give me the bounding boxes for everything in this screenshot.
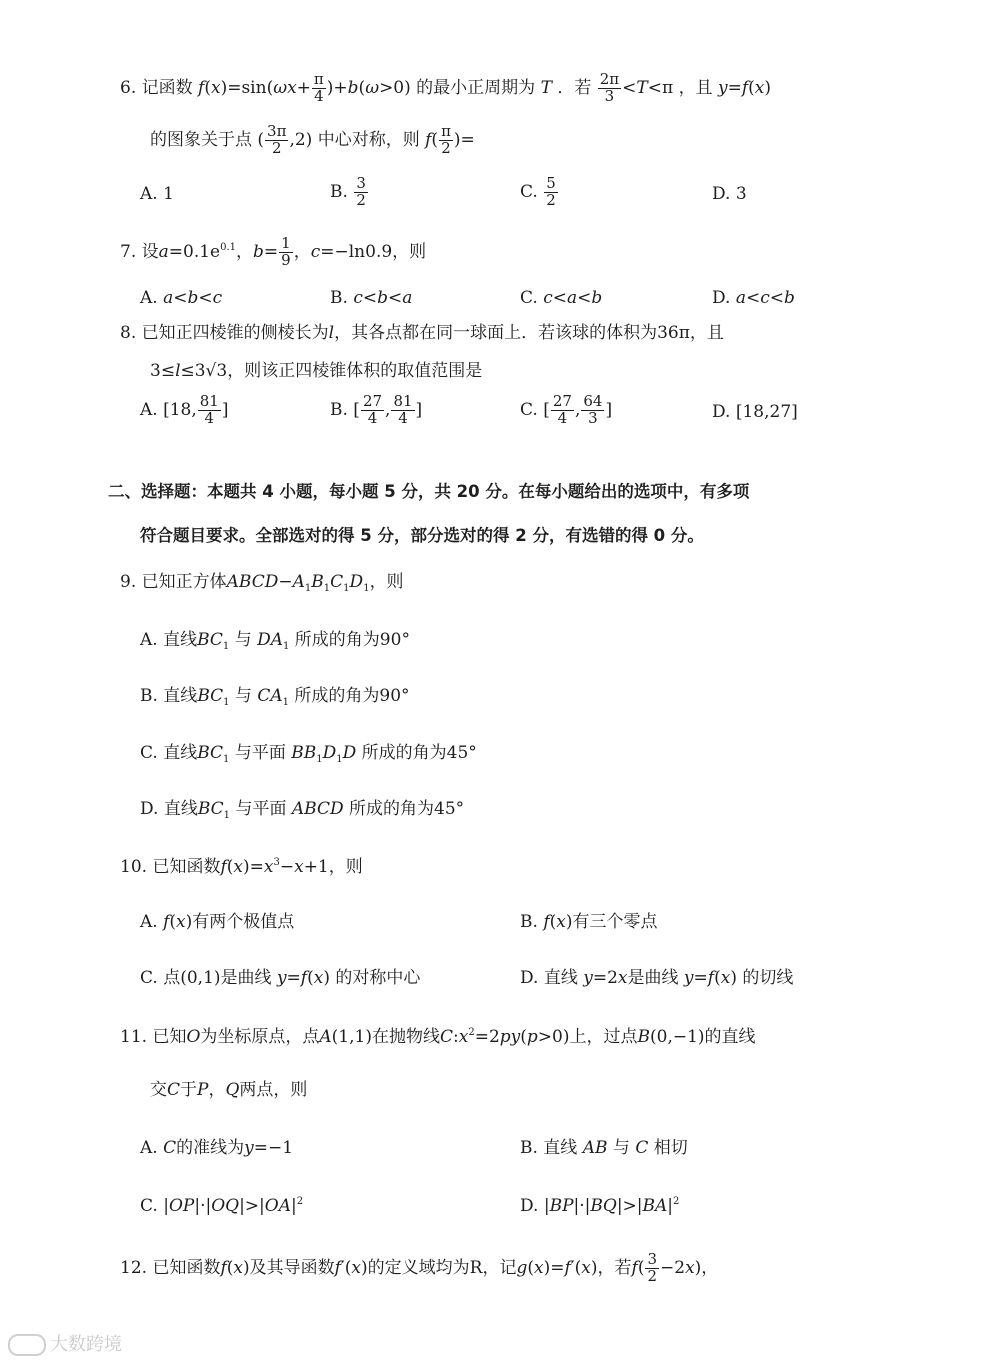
q8-line1: 8. 已知正四棱锥的侧棱长为l，其各点都在同一球面上．若该球的体积为36π，且 bbox=[120, 323, 724, 343]
q10-option-d[interactable]: D. 直线 y=2x是曲线 y=f(x) 的切线 bbox=[520, 968, 794, 988]
q6-option-a[interactable]: A. 1 bbox=[140, 184, 174, 204]
q11-option-c[interactable]: C. $|OP|\cdot|OQ|>|OA|^2$ bbox=[140, 1196, 304, 1216]
q11-line2: 交C于P，Q两点，则 bbox=[150, 1080, 308, 1100]
q10-option-a[interactable]: A. f(x)有两个极值点 bbox=[140, 912, 295, 932]
q11-line1: 11. 已知O为坐标原点，点A(1,1)在抛物线$C:x^2=2py(p>0)$上，过点B(0,−1)的直线 bbox=[120, 1027, 756, 1047]
q9-number: 9. bbox=[120, 572, 137, 592]
q11-option-b[interactable]: B. 直线 AB 与 C 相切 bbox=[520, 1138, 688, 1158]
q7-stem: 7. 设$a=0.1e^{0.1}$，b= $\frac{1}{9}$ ，c=−ln0.9，则 bbox=[120, 234, 427, 269]
q8-option-a[interactable]: A. [18, $\frac{81}{4}$ ] bbox=[140, 392, 229, 427]
q10-option-c[interactable]: C. 点(0,1)是曲线 y=f(x) 的对称中心 bbox=[140, 968, 421, 988]
section2-instructions: 符合题目要求。全部选对的得 5 分，部分选对的得 2 分，有选错的得 0 分。 bbox=[140, 526, 704, 545]
q9-option-c[interactable]: C. 直线$BC_1$ 与平面 $BB_1D_1D$ 所成的角为45° bbox=[140, 743, 477, 765]
q9-option-b[interactable]: B. 直线$BC_1$ 与 $CA_1$ 所成的角为90° bbox=[140, 686, 410, 708]
q8-number: 8. bbox=[120, 323, 137, 343]
q6-option-d[interactable]: D. 3 bbox=[712, 184, 747, 204]
q9-option-d[interactable]: D. 直线$BC_1$ 与平面 ABCD 所成的角为45° bbox=[140, 799, 465, 821]
q10-option-b[interactable]: B. f(x)有三个零点 bbox=[520, 912, 658, 932]
q7-option-c[interactable]: C. c<a<b bbox=[520, 288, 603, 308]
section2-heading: 二、选择题：本题共 4 小题，每小题 5 分，共 20 分。在每小题给出的选项中，有多项 bbox=[108, 482, 750, 501]
q6-option-c[interactable]: C. $\frac{5}{2}$ bbox=[520, 174, 556, 209]
q9-stem: 9. 已知正方体$ABCD-A_1B_1C_1D_1$，则 bbox=[120, 572, 404, 594]
q6-number: 6. bbox=[120, 77, 137, 98]
q11-option-a[interactable]: A. C的准线为y=−1 bbox=[140, 1138, 294, 1158]
q12-line1: 12. 已知函数f(x)及其导函数f′(x)的定义域均为R，记g(x)=f′(x)，若f( $\frac{3}{2}$ −2x)， bbox=[120, 1250, 719, 1285]
q8-option-b[interactable]: B. [ $\frac{27}{4}$ , $\frac{81}{4}$ ] bbox=[330, 392, 423, 427]
q8-option-c[interactable]: C. [ $\frac{27}{4}$ , $\frac{64}{3}$ ] bbox=[520, 392, 613, 427]
q10-number: 10. bbox=[120, 857, 148, 877]
q12-number: 12. bbox=[120, 1257, 148, 1278]
q7-option-a[interactable]: A. a<b<c bbox=[140, 288, 223, 308]
q6-option-b[interactable]: B. $\frac{3}{2}$ bbox=[330, 174, 366, 209]
q8-option-d[interactable]: D. [18,27] bbox=[712, 402, 798, 422]
q9-option-a[interactable]: A. 直线$BC_1$ 与 $DA_1$ 所成的角为90° bbox=[140, 630, 410, 652]
q11-number: 11. bbox=[120, 1027, 148, 1047]
watermark-logo-icon bbox=[8, 1334, 46, 1356]
q6-line2: 的图象关于点 ( $\frac{3\pi}{2}$ ,2) 中心对称，则 f( $\frac{\pi}{2}$ )= bbox=[150, 122, 475, 157]
q10-stem: 10. 已知函数$f(x)=x^3-x+1$，则 bbox=[120, 857, 363, 877]
q6-line1: 6. 记函数 f(x)=sin(ωx+ $\frac{\pi}{4}$ )+b(ω>0) 的最小正周期为 T ．若 $\frac{2\pi}{3}$ <T<π ，且 y=f(x) bbox=[120, 70, 771, 105]
q8-line2: 3≤l≤3√3，则该正四棱锥体积的取值范围是 bbox=[150, 361, 483, 381]
q7-option-d[interactable]: D. a<c<b bbox=[712, 288, 795, 308]
q7-option-b[interactable]: B. c<b<a bbox=[330, 288, 413, 308]
q11-option-d[interactable]: D. $|BP|\cdot|BQ|>|BA|^2$ bbox=[520, 1196, 680, 1216]
q7-number: 7. bbox=[120, 241, 137, 262]
watermark: 大数跨境 bbox=[8, 1330, 122, 1356]
